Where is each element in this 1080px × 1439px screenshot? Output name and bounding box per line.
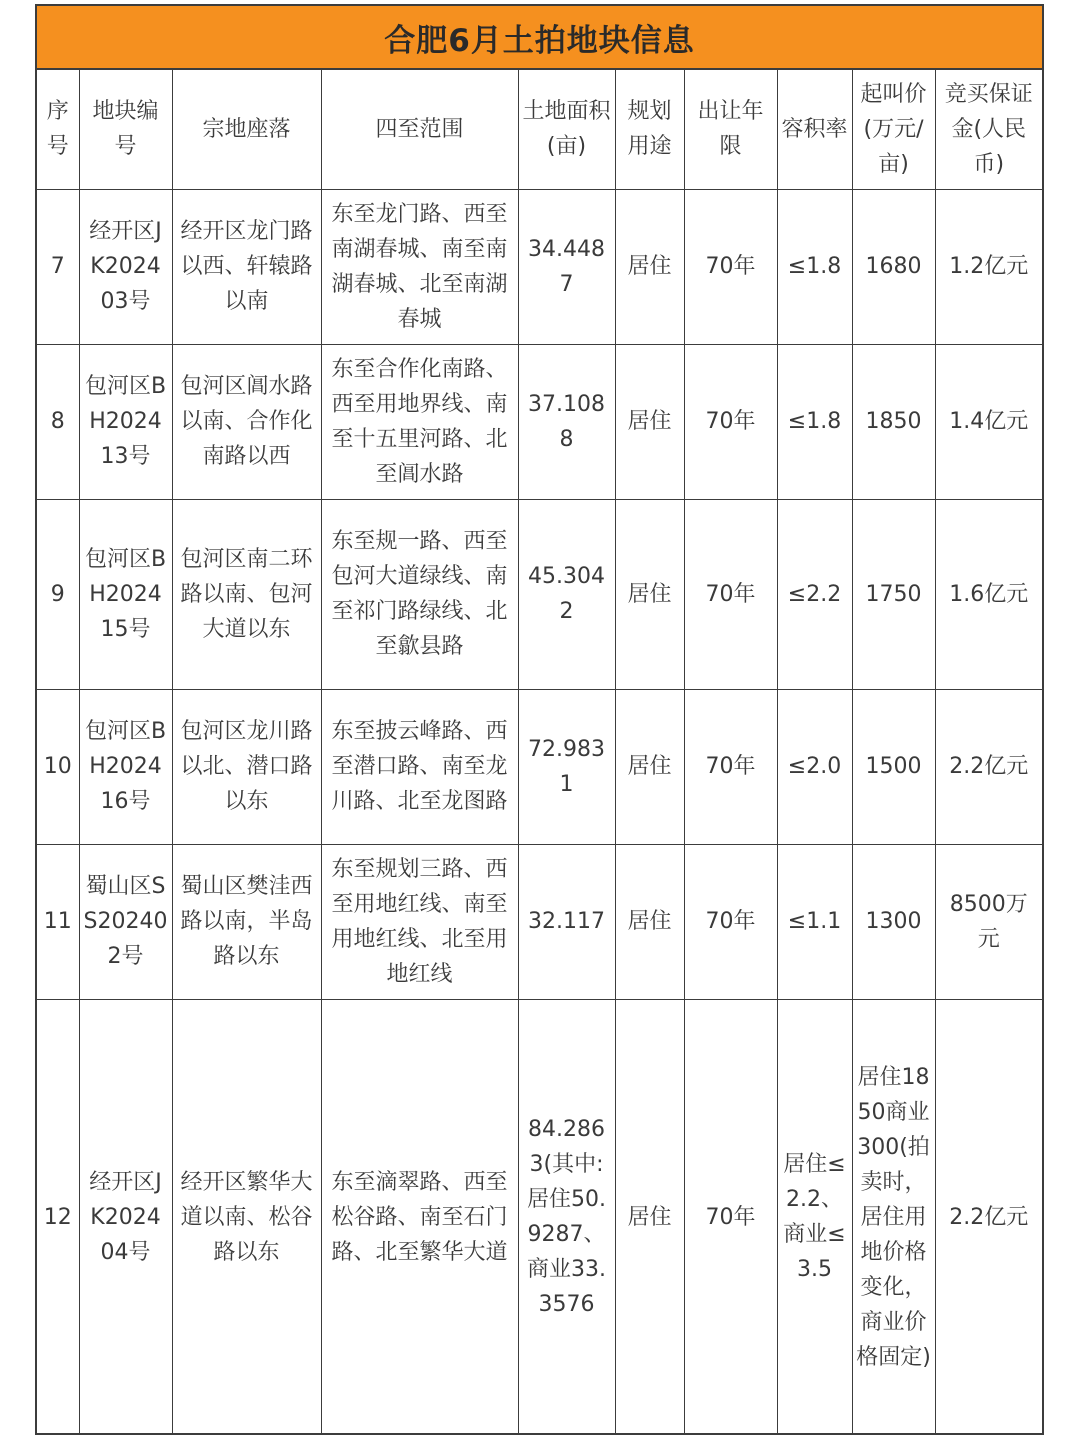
cell-area: 84.2863(其中:居住50.9287、商业33.3576 xyxy=(518,999,615,1435)
cell-boundary: 东至滴翠路、西至松谷路、南至石门路、北至繁华大道 xyxy=(321,999,518,1435)
cell-term: 70年 xyxy=(684,844,777,999)
table-row xyxy=(37,344,1042,499)
cell-location: 包河区南二环路以南、包河大道以东 xyxy=(172,499,321,689)
cell-price: 1750 xyxy=(852,499,935,689)
cell-boundary: 东至龙门路、西至南湖春城、南至南湖春城、北至南湖春城 xyxy=(321,189,518,344)
cell-location: 经开区繁华大道以南、松谷路以东 xyxy=(172,999,321,1435)
cell-usage: 居住 xyxy=(615,499,684,689)
cell-usage: 居住 xyxy=(615,999,684,1435)
cell-deposit: 1.4亿元 xyxy=(935,344,1042,499)
cell-far: ≤2.2 xyxy=(777,499,852,689)
header-area: 土地面积(亩) xyxy=(518,70,615,189)
table-row xyxy=(37,999,1042,1435)
cell-far: ≤2.0 xyxy=(777,689,852,844)
cell-code: 包河区BH202413号 xyxy=(79,344,172,499)
table-row xyxy=(37,689,1042,844)
cell-code: 经开区JK202403号 xyxy=(79,189,172,344)
cell-usage: 居住 xyxy=(615,844,684,999)
cell-boundary: 东至规划三路、西至用地红线、南至用地红线、北至用地红线 xyxy=(321,844,518,999)
table-row xyxy=(37,499,1042,689)
header-term: 出让年限 xyxy=(684,70,777,189)
header-code: 地块编号 xyxy=(79,70,172,189)
cell-boundary: 东至披云峰路、西至潜口路、南至龙川路、北至龙图路 xyxy=(321,689,518,844)
cell-location: 蜀山区樊洼西路以南，半岛路以东 xyxy=(172,844,321,999)
header-location: 宗地座落 xyxy=(172,70,321,189)
cell-location: 包河区阊水路以南、合作化南路以西 xyxy=(172,344,321,499)
header-row xyxy=(37,70,1042,189)
table-row xyxy=(37,844,1042,999)
header-no: 序号 xyxy=(37,70,79,189)
land-auction-table-sheet xyxy=(35,4,1044,1435)
cell-area: 34.4487 xyxy=(518,189,615,344)
cell-no: 9 xyxy=(37,499,79,689)
cell-code: 经开区JK202404号 xyxy=(79,999,172,1435)
header-price: 起叫价(万元/亩) xyxy=(852,70,935,189)
cell-code: 包河区BH202416号 xyxy=(79,689,172,844)
cell-deposit: 2.2亿元 xyxy=(935,689,1042,844)
cell-no: 10 xyxy=(37,689,79,844)
cell-usage: 居住 xyxy=(615,189,684,344)
table-row xyxy=(37,189,1042,344)
cell-area: 72.9831 xyxy=(518,689,615,844)
cell-boundary: 东至规一路、西至包河大道绿线、南至祁门路绿线、北至歙县路 xyxy=(321,499,518,689)
cell-code: 包河区BH202415号 xyxy=(79,499,172,689)
header-far: 容积率 xyxy=(777,70,852,189)
cell-deposit: 1.2亿元 xyxy=(935,189,1042,344)
cell-location: 包河区龙川路以北、潜口路以东 xyxy=(172,689,321,844)
cell-deposit: 1.6亿元 xyxy=(935,499,1042,689)
cell-no: 11 xyxy=(37,844,79,999)
cell-price: 1500 xyxy=(852,689,935,844)
cell-price: 1850 xyxy=(852,344,935,499)
cell-area: 45.3042 xyxy=(518,499,615,689)
cell-deposit: 2.2亿元 xyxy=(935,999,1042,1435)
cell-term: 70年 xyxy=(684,999,777,1435)
cell-term: 70年 xyxy=(684,189,777,344)
header-usage: 规划用途 xyxy=(615,70,684,189)
cell-far: 居住≤2.2、商业≤3.5 xyxy=(777,999,852,1435)
cell-price: 居住1850商业300(拍卖时，居住用地价格变化，商业价格固定) xyxy=(852,999,935,1435)
cell-boundary: 东至合作化南路、西至用地界线、南至十五里河路、北至阊水路 xyxy=(321,344,518,499)
cell-area: 32.117 xyxy=(518,844,615,999)
land-info-table xyxy=(37,70,1042,1435)
cell-term: 70年 xyxy=(684,689,777,844)
cell-price: 1680 xyxy=(852,189,935,344)
cell-no: 7 xyxy=(37,189,79,344)
cell-far: ≤1.8 xyxy=(777,189,852,344)
cell-deposit: 8500万元 xyxy=(935,844,1042,999)
header-boundary: 四至范围 xyxy=(321,70,518,189)
cell-usage: 居住 xyxy=(615,689,684,844)
table-title: 合肥6月土拍地块信息 xyxy=(37,6,1042,70)
cell-term: 70年 xyxy=(684,344,777,499)
header-deposit: 竞买保证金(人民币) xyxy=(935,70,1042,189)
cell-no: 12 xyxy=(37,999,79,1435)
cell-far: ≤1.8 xyxy=(777,344,852,499)
cell-code: 蜀山区SS202402号 xyxy=(79,844,172,999)
cell-far: ≤1.1 xyxy=(777,844,852,999)
cell-term: 70年 xyxy=(684,499,777,689)
cell-usage: 居住 xyxy=(615,344,684,499)
cell-location: 经开区龙门路以西、轩辕路以南 xyxy=(172,189,321,344)
cell-price: 1300 xyxy=(852,844,935,999)
cell-no: 8 xyxy=(37,344,79,499)
cell-area: 37.1088 xyxy=(518,344,615,499)
